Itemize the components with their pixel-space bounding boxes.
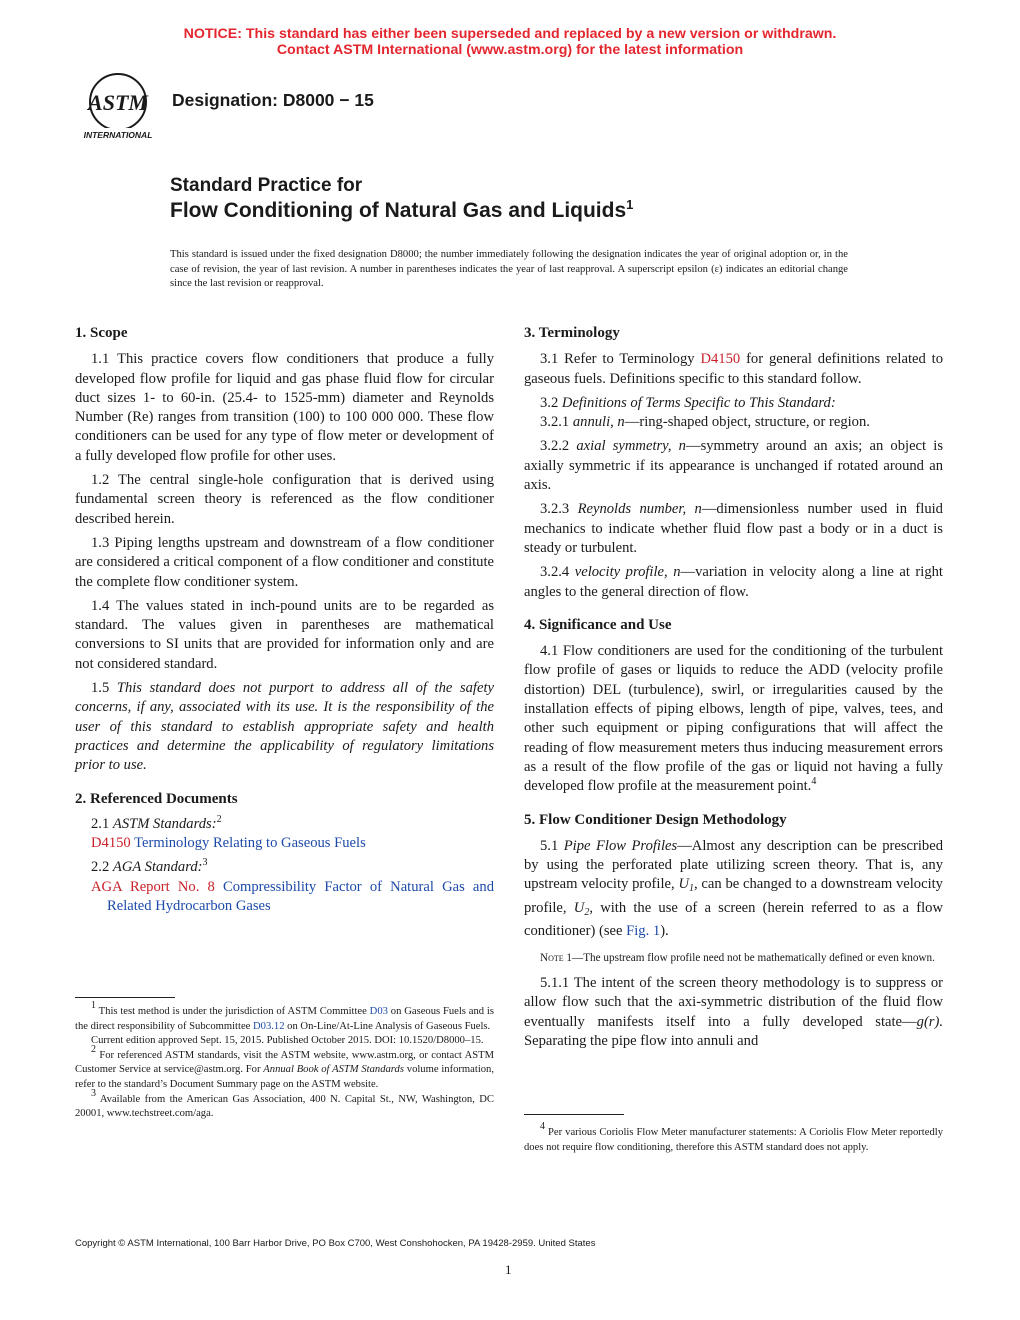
logo-letters: ASTM	[88, 90, 148, 115]
ref-aga-8[interactable]: AGA Report No. 8 Compressibility Factor of Natural Gas and Related Hydrocarbon Gases	[91, 878, 495, 915]
footnote-3: 3 Available from the American Gas Association, 400 N. Capital St., NW, Washington, DC 20001, www.techstreet.com/aga.	[75, 1087, 494, 1120]
link-d4150[interactable]: D4150	[700, 351, 741, 368]
para-1-5: 1.5 This standard does not purport to address all of the safety concerns, if any, associated with its use. It is the responsibility of the user of this standard to establish appropriate safety and health practices and determine the applicability of regulatory limitations prior to use.	[75, 680, 494, 774]
title-footnote-mark: 1	[626, 197, 634, 212]
footnote-1: 1 This test method is under the jurisdiction of ASTM Committee D03 on Gaseous Fuels and is the direct responsibility of Subcommittee D03.12 on On-Line/At-Line Analysis of Gaseous Fuels.	[75, 1000, 494, 1032]
section-5-heading: 5. Flow Conditioner Design Methodology	[524, 811, 787, 828]
footnote-divider-right	[524, 1114, 624, 1115]
link-d03-12[interactable]: D03.12	[253, 1020, 285, 1032]
footnote-2: 2 For referenced ASTM standards, visit the ASTM website, www.astm.org, or contact ASTM Customer Service at service@astm.org. For Annual Book of ASTM Standards volume information, refer to the standard’s Document Summary page on the ASTM website.	[75, 1043, 495, 1090]
para-5-1-1: 5.1.1 The intent of the screen theory methodology is to suppress or allow flow such that the axi-symmetric distribution of the fluid flow eventually manifests itself into a fully developed state—g(r). Separating the pipe flow into annuli and	[524, 974, 943, 1049]
para-1-4: 1.4 The values stated in inch-pound units are to be regarded as standard. The values given in parentheses are mathematical conversions to SI units that are provided for information only and are not considered standard.	[75, 597, 494, 672]
right-column	[524, 324, 943, 1051]
para-5-1: 5.1 Pipe Flow Profiles—Almost any description can be prescribed by using the perforated plate utilizing screen theory. That is, any upstream velocity profile, $U_1$, can be changed to a downstream velocity profile, $U_2$, with the use of a screen (herein referred to as a flow conditioner) (see Fig. 1).	[524, 837, 943, 940]
def-annuli: 3.2.1 annuli, n—ring-shaped object, structure, or region.	[540, 414, 870, 431]
para-2-1: 2.1 ASTM Standards:$^2$	[91, 813, 222, 832]
footnotes-left	[75, 1000, 495, 1122]
footnotes-right	[524, 1121, 943, 1155]
def-velocity-profile: 3.2.4 velocity profile, n—variation in velocity along a line at right angles to the general direction of flow.	[524, 564, 943, 600]
para-1-2: 1.2 The central single-hole configuration that is derived using fundamental screen theory is referenced as the flow conditioner described herein.	[75, 472, 494, 527]
section-4-heading: 4. Significance and Use	[524, 616, 672, 633]
notice-line-2: Contact ASTM International (www.astm.org) for the latest information	[276, 42, 744, 58]
footnote-4: 4 Per various Coriolis Flow Meter manufacturer statements: A Coriolis Flow Meter reportedly does not require flow conditioning, therefore this ASTM standard does not apply.	[524, 1121, 943, 1153]
note-1: Note 1—The upstream flow profile need not be mathematically defined or even known.	[540, 952, 935, 965]
copyright-line: Copyright © ASTM International, 100 Barr Harbor Drive, PO Box C700, West Conshohocken, PA 19428-2959. United States	[75, 1238, 596, 1249]
left-column	[75, 324, 494, 916]
def-axial-symmetry: 3.2.2 axial symmetry, n—symmetry around an axis; an object is axially symmetric if its appearance is unchanged if rotated around an axis.	[524, 438, 943, 494]
para-2-2: 2.2 AGA Standard:$^3$	[91, 857, 208, 876]
para-3-2: 3.2 Definitions of Terms Specific to This Standard:	[540, 394, 836, 411]
section-1-heading: 1. Scope	[75, 325, 128, 341]
title-line-2	[170, 199, 633, 223]
footnote-divider-left	[75, 997, 175, 998]
para-4-1: 4.1 Flow conditioners are used for the conditioning of the turbulent flow profile of gases or liquids to reduce the ADD (velocity profile distortion) DEL (turbulence), swirl, or irregularities caused by the installation effects of piping elbows, length of pipe, valves, tees, and other such equipment or piping configurations that will affect the reading of flow measurement meters thus inducing measurement errors as a result of the flow profile of the gas or liquid not having a fully developed flow profile at the measurement point.$^4$	[524, 643, 943, 795]
intro-paragraph: This standard is issued under the fixed designation D8000; the number immediately following the designation indicates the year of original adoption or, in the case of revision, the year of last revision. A number in parentheses indicates the year of last reapproval. A superscript epsilon (ε) indicates an editorial change since the last revision or reapproval.	[170, 249, 848, 290]
section-2-heading: 2. Referenced Documents	[75, 790, 238, 807]
section-3-heading: 3. Terminology	[524, 325, 620, 341]
title-text: Flow Conditioning of Natural Gas and Liquids	[170, 199, 627, 222]
notice-line-1: NOTICE: This standard has either been superseded and replaced by a new version or withdrawn.	[183, 26, 837, 42]
title-line-1: Standard Practice for	[170, 175, 363, 196]
ref-d4150[interactable]: D4150 Terminology Relating to Gaseous Fuels	[91, 835, 366, 852]
para-1-3: 1.3 Piping lengths upstream and downstream of a flow conditioner are considered a critical component of a flow conditioner and constitute the complete flow conditioner system.	[75, 534, 495, 590]
link-fig-1[interactable]: Fig. 1	[626, 923, 661, 940]
def-reynolds-number: 3.2.3 Reynolds number, n—dimensionless number used in fluid mechanics to indicate whether fluid flow past a body or in a duct is steady or turbulent.	[524, 501, 943, 556]
link-d03[interactable]: D03	[369, 1006, 388, 1017]
astm-logo	[74, 72, 164, 144]
page-number: 1	[505, 1262, 512, 1277]
footnote-1-edition: Current edition approved Sept. 15, 2015. Published October 2015. DOI: 10.1520/D8000–15.	[91, 1035, 484, 1047]
logo-subtext: INTERNATIONAL	[83, 130, 153, 140]
designation: Designation: D8000 − 15	[172, 90, 374, 110]
para-3-1: 3.1 Refer to Terminology D4150 for general definitions related to gaseous fuels. Definitions specific to this standard follow.	[524, 351, 943, 387]
para-1-1: 1.1 This practice covers flow conditioners that produce a fully developed flow profile for liquid and gas phase fluid flow for circular duct sizes 1- to 60-in. (25.4- to 1525-mm) diameter and Reynolds Number (Re) ranges from transition (100) to 100 000 000. These flow conditioners can be used for any type of flow meter or development of a fully developed flow profile for other uses.	[75, 351, 494, 464]
